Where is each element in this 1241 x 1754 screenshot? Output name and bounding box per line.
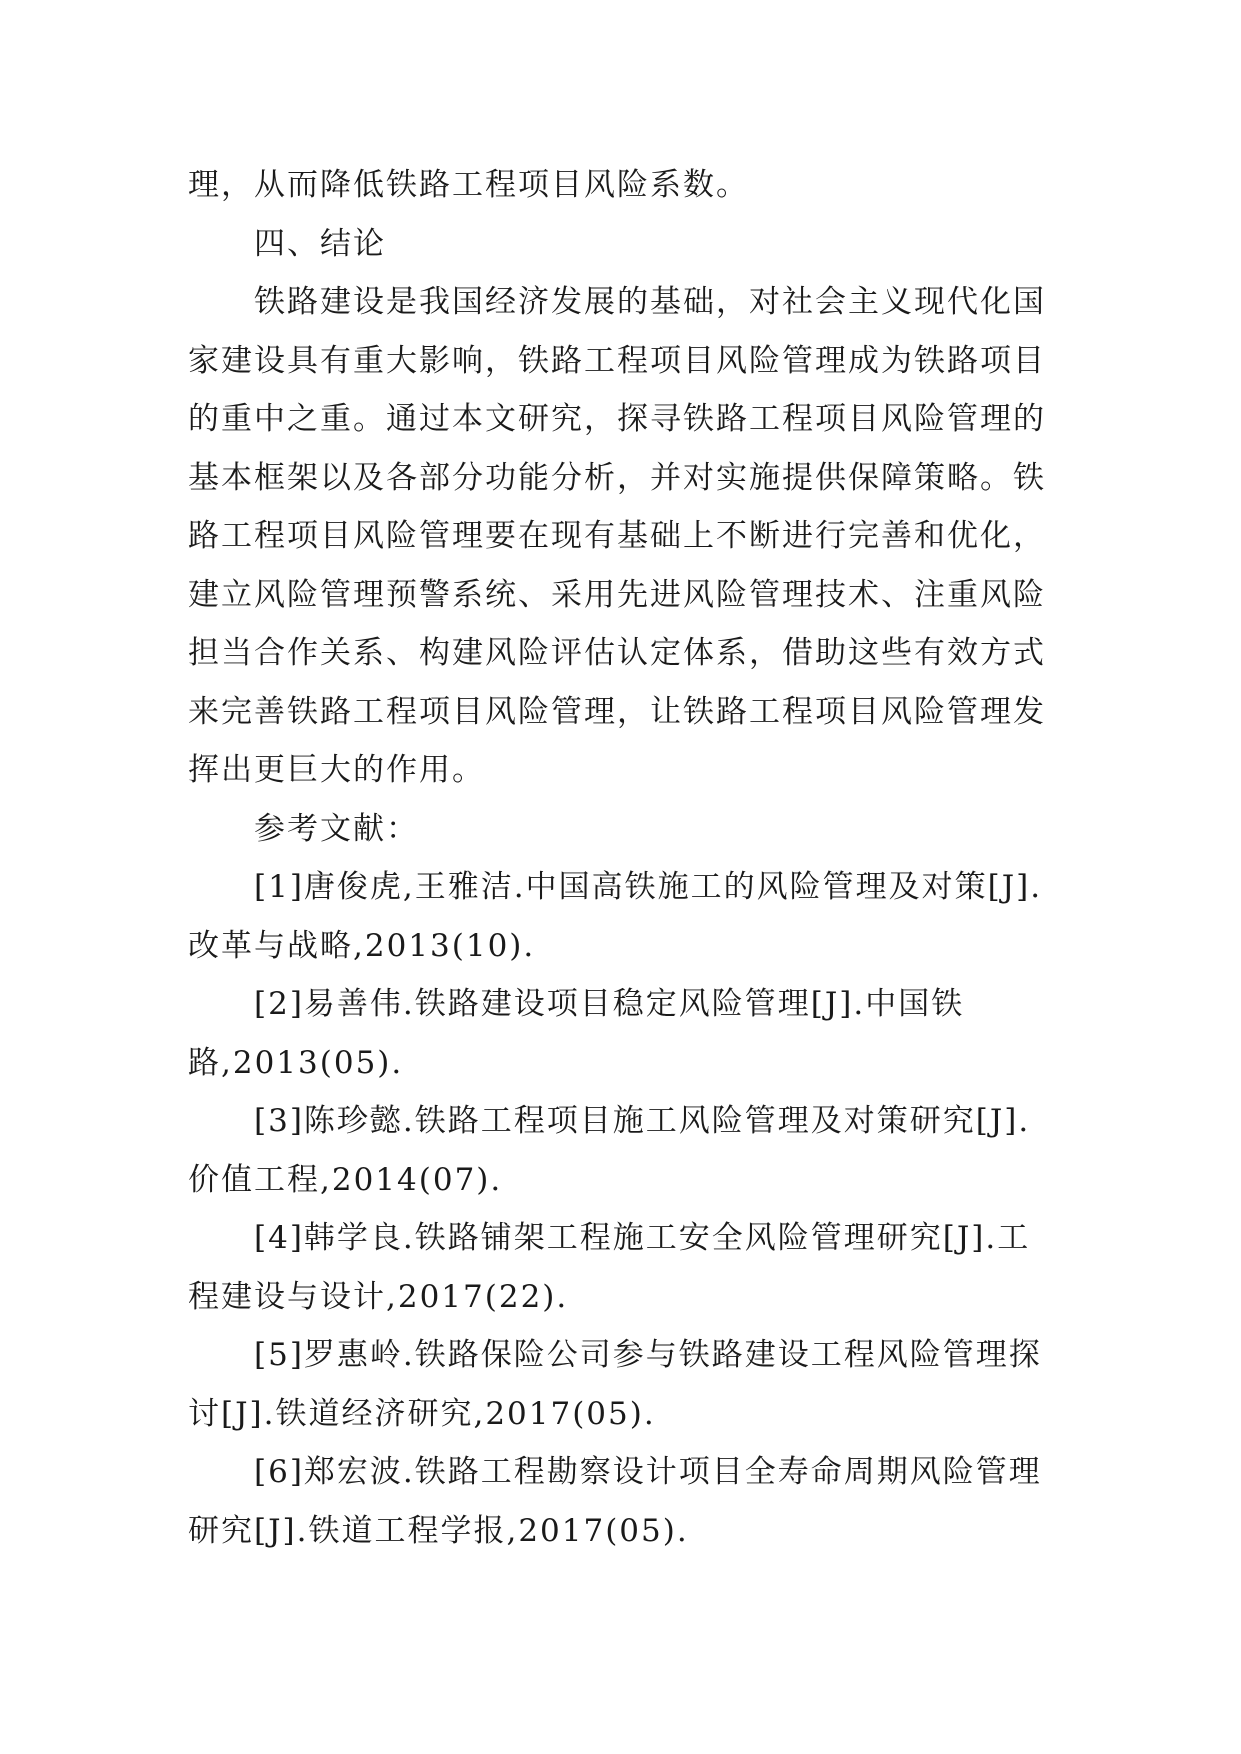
continuation-paragraph: 理，从而降低铁路工程项目风险系数。: [188, 167, 749, 203]
reference-item: [1]唐俊虎,王雅洁.中国高铁施工的风险管理及对策[J].改革与战略,2013(10).: [188, 869, 1043, 964]
reference-item: [3]陈珍懿.铁路工程项目施工风险管理及对策研究[J].价值工程,2014(07).: [188, 1103, 1031, 1198]
conclusion-paragraph: 铁路建设是我国经济发展的基础，对社会主义现代化国家建设具有重大影响，铁路工程项目风险管理成为铁路项目的重中之重。通过本文研究，探寻铁路工程项目风险管理的基本框架以及各部分功能分析，并对实施提供保障策略。铁路工程项目风险管理要在现有基础上不断进行完善和优化，建立风险管理预警系统、采用先进风险管理技术、注重风险担当合作关系、构建风险评估认定体系，借助这些有效方式来完善铁路工程项目风险管理，让铁路工程项目风险管理发挥出更巨大的作用。: [188, 284, 1046, 788]
document-page: [188, 156, 1060, 1560]
reference-item: [4]韩学良.铁路铺架工程施工安全风险管理研究[J].工程建设与设计,2017(22).: [188, 1220, 1031, 1315]
reference-item: [6]郑宏波.铁路工程勘察设计项目全寿命周期风险管理研究[J].铁道工程学报,2017(05).: [188, 1454, 1042, 1549]
section-heading: 四、结论: [254, 225, 386, 262]
reference-item: [5]罗惠岭.铁路保险公司参与铁路建设工程风险管理探讨[J].铁道经济研究,2017(05).: [188, 1337, 1042, 1432]
reference-item: [2]易善伟.铁路建设项目稳定风险管理[J].中国铁路,2013(05).: [188, 986, 965, 1081]
references-heading: 参考文献：: [254, 810, 419, 847]
